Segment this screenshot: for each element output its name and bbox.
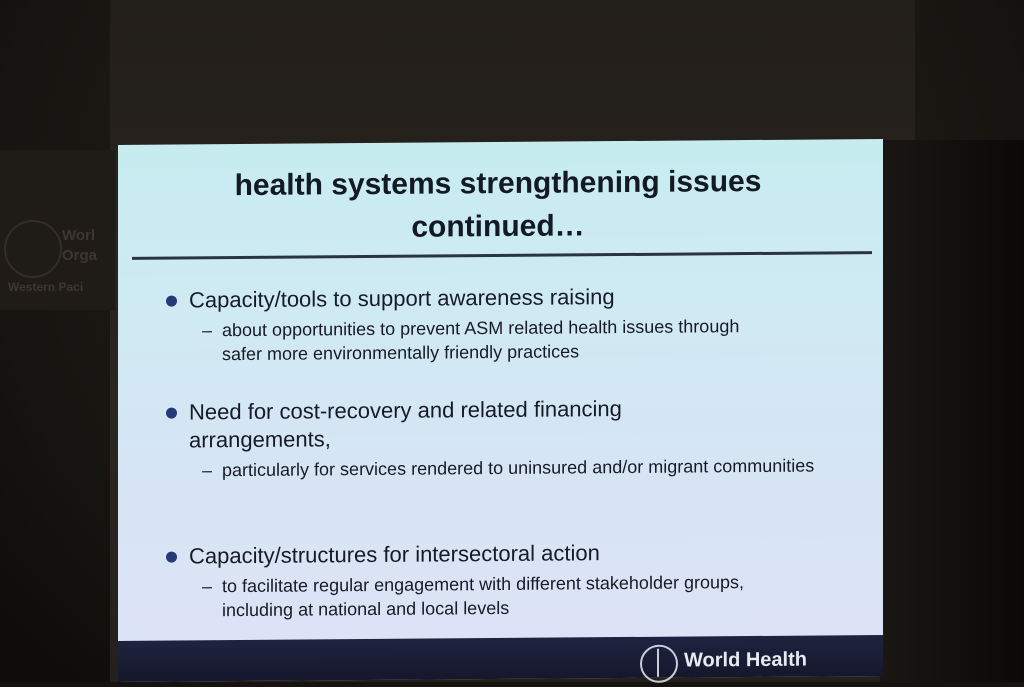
bullet-dot-icon [166,408,177,419]
sub-bullet-text: particularly for services rendered to uninsured and/or migrant communities [222,455,815,481]
sub-bullet-text: about opportunities to prevent ASM related health issues through safer more environmentally friendly practices [222,316,740,365]
bullet-dot-icon [166,296,177,307]
bullet-dot-icon [166,552,177,563]
who-emblem-icon [4,220,62,278]
bullet-text: Capacity/tools to support awareness raising [189,284,615,313]
bullet-text: Need for cost-recovery and related financing arrangements, [189,396,622,453]
right-shadow [880,140,1024,682]
left-banner [0,150,115,310]
dash-icon: – [202,320,213,341]
banner-subtext: Western Paci [8,280,84,294]
sub-bullet-text: to facilitate regular engagement with different stakeholder groups, including at national and local levels [222,572,744,621]
bullet-text: Capacity/structures for intersectoral action [189,540,600,569]
banner-text: Worl Orga [62,227,98,264]
slide-footer [118,635,883,682]
dash-icon: – [202,460,213,481]
slide-title: health systems strengthening issues continued… [234,164,762,244]
who-emblem-icon [640,645,678,683]
title-divider [132,251,872,260]
bullet-item [166,538,806,623]
dash-icon: – [202,576,213,597]
presentation-slide [118,139,883,682]
footer-brand: World Health [684,648,807,672]
bullet-item [166,394,815,482]
bullet-item [166,282,786,367]
